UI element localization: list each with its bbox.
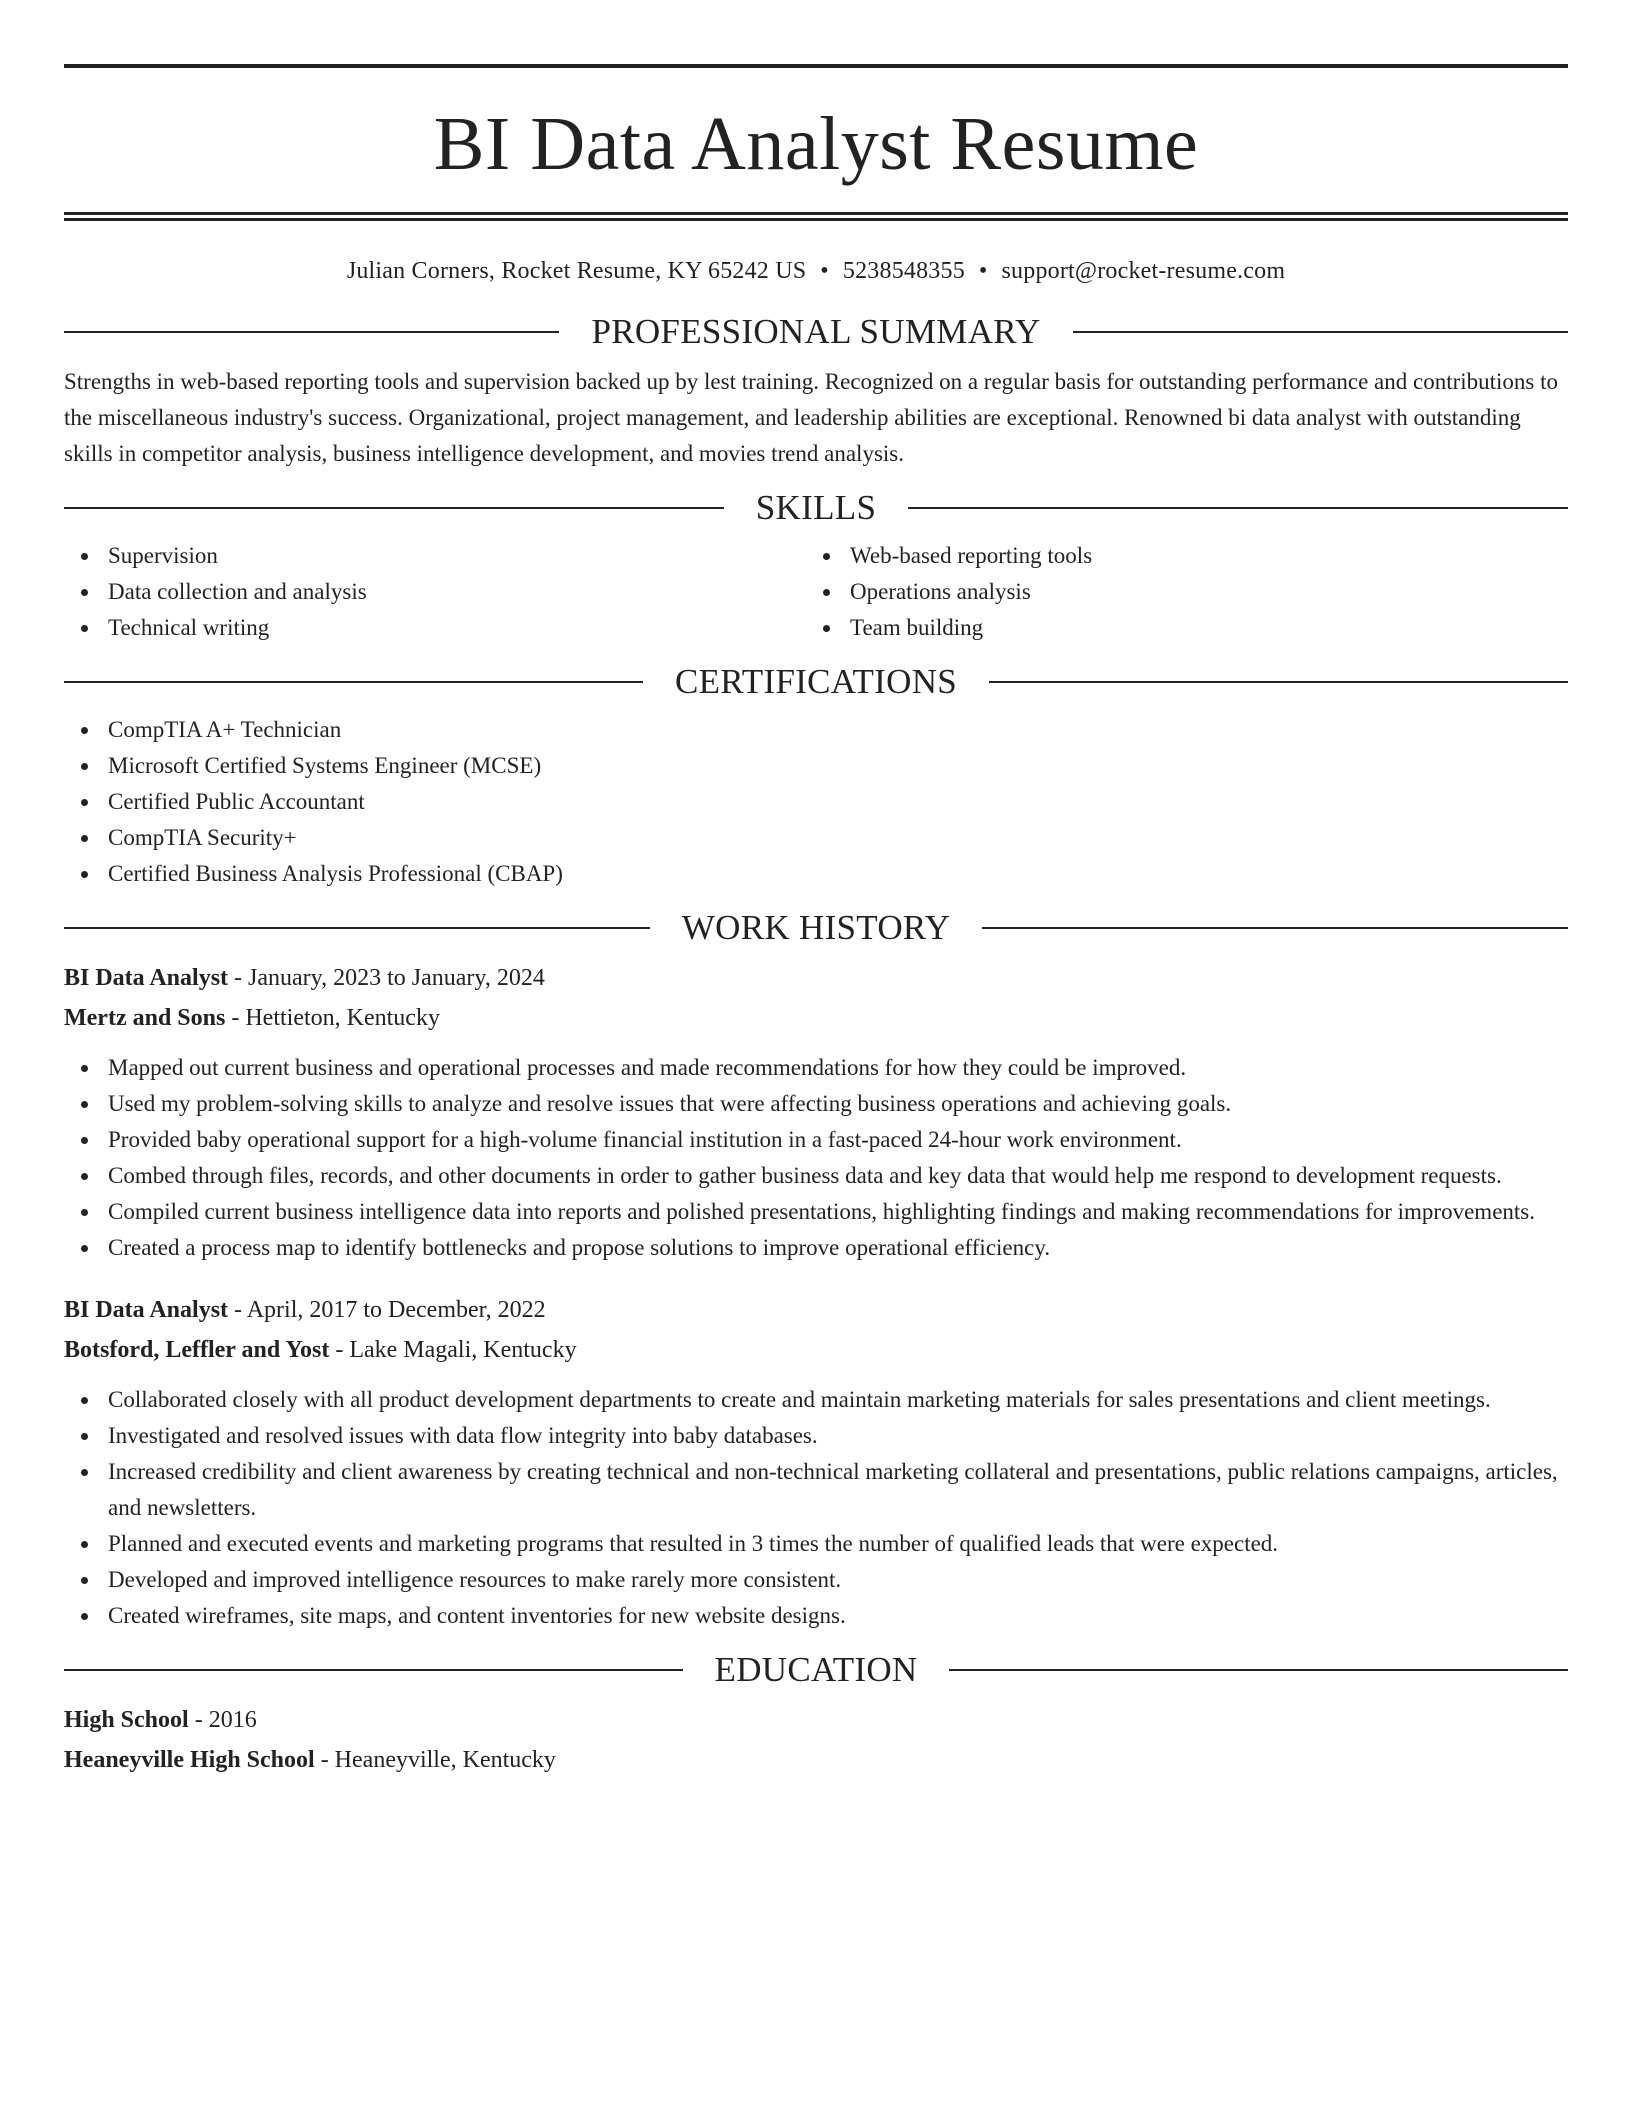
page-title: BI Data Analyst Resume (433, 102, 1199, 186)
education-entry (64, 1700, 1568, 1780)
job-bullet: Combed through files, records, and other documents in order to gather business data and key data that would help me respond to development requests. (64, 1158, 1568, 1194)
education-location: - Heaneyville, Kentucky (314, 1747, 556, 1773)
summary-text: Strengths in web-based reporting tools and supervision backed up by lest training. Recognized on a regular basis for outstanding performance and contributions to the miscellaneous industry's success. Organizational, project management, and leadership abilities are exceptional. Renowned bi data analyst with outstanding skills in competitor analysis, business intelligence development, and movies trend analysis. (64, 369, 1559, 466)
education-year: - 2016 (188, 1707, 257, 1733)
job-title: BI Data Analyst (64, 965, 229, 991)
skill-item: Data collection and analysis (64, 574, 806, 610)
title-double-rule (64, 212, 1568, 221)
heading-rule (64, 331, 559, 333)
skills-grid (64, 538, 1568, 646)
job-bullets (64, 1382, 1568, 1634)
skills-heading-row (64, 488, 1568, 528)
heading-rule (1073, 331, 1568, 333)
certification-item: Microsoft Certified Systems Engineer (MCSE) (64, 748, 1568, 784)
heading-rule (989, 681, 1568, 683)
job-bullet: Created a process map to identify bottlenecks and propose solutions to improve operational efficiency. (64, 1230, 1568, 1266)
skill-item: Team building (806, 610, 1548, 646)
job-dates: - April, 2017 to December, 2022 (228, 1297, 546, 1323)
job-bullet: Created wireframes, site maps, and content inventories for new website designs. (64, 1598, 1568, 1634)
work-heading-row (64, 908, 1568, 948)
summary-heading: PROFESSIONAL SUMMARY (591, 312, 1041, 351)
heading-rule (64, 507, 724, 509)
job-title-line (64, 1290, 1568, 1330)
heading-rule (64, 681, 643, 683)
education-heading-row (64, 1650, 1568, 1690)
skills-list-left (64, 538, 806, 646)
job-company: Botsford, Leffler and Yost (64, 1337, 330, 1363)
resume-page (64, 64, 1568, 1780)
job-bullet: Developed and improved intelligence resources to make rarely more consistent. (64, 1562, 1568, 1598)
education-heading: EDUCATION (714, 1650, 918, 1689)
contact-phone: 5238548355 (842, 258, 965, 284)
skill-item: Supervision (64, 538, 806, 574)
job-bullet: Mapped out current business and operational processes and made recommendations for how they could be improved. (64, 1050, 1568, 1086)
heading-rule (982, 927, 1568, 929)
education-school-line (64, 1740, 1568, 1780)
job-company: Mertz and Sons (64, 1005, 226, 1031)
job-bullet: Collaborated closely with all product development departments to create and maintain marketing materials for sales presentations and client meetings. (64, 1382, 1568, 1418)
work-heading: WORK HISTORY (681, 908, 951, 947)
job-bullet: Investigated and resolved issues with data flow integrity into baby databases. (64, 1418, 1568, 1454)
contact-separator: • (978, 258, 988, 284)
contact-address: Julian Corners, Rocket Resume, KY 65242 US (346, 258, 807, 284)
heading-rule (908, 507, 1568, 509)
certifications-heading-row (64, 662, 1568, 702)
certification-item: Certified Public Accountant (64, 784, 1568, 820)
skill-item: Web-based reporting tools (806, 538, 1548, 574)
top-rule (64, 64, 1568, 68)
certification-item: CompTIA A+ Technician (64, 712, 1568, 748)
education-degree-line (64, 1700, 1568, 1740)
job-entry (64, 1290, 1568, 1634)
certifications-heading: CERTIFICATIONS (674, 662, 958, 701)
skills-list-right (806, 538, 1548, 646)
job-entry (64, 958, 1568, 1266)
job-title: BI Data Analyst (64, 1297, 229, 1323)
job-bullet: Increased credibility and client awareness by creating technical and non-technical marketing collateral and presentations, public relations campaigns, articles, and newsletters. (64, 1454, 1568, 1526)
skills-heading: SKILLS (755, 488, 877, 527)
job-location: - Hettieton, Kentucky (225, 1005, 440, 1031)
summary-heading-row (64, 312, 1568, 352)
job-bullet: Provided baby operational support for a high-volume financial institution in a fast-paced 24-hour work environment. (64, 1122, 1568, 1158)
job-location: - Lake Magali, Kentucky (329, 1337, 577, 1363)
heading-rule (949, 1669, 1568, 1671)
contact-line (64, 256, 1568, 286)
skill-item: Technical writing (64, 610, 806, 646)
education-degree: High School (64, 1707, 189, 1733)
certification-item: CompTIA Security+ (64, 820, 1568, 856)
job-bullet: Used my problem-solving skills to analyze and resolve issues that were affecting business operations and achieving goals. (64, 1086, 1568, 1122)
contact-separator: • (820, 258, 829, 284)
job-bullet: Compiled current business intelligence data into reports and polished presentations, highlighting findings and making recommendations for improvements. (64, 1194, 1568, 1230)
job-bullet: Planned and executed events and marketing programs that resulted in 3 times the number of qualified leads that were expected. (64, 1526, 1568, 1562)
education-school: Heaneyville High School (64, 1747, 315, 1773)
heading-rule (64, 927, 650, 929)
contact-email[interactable]: support@rocket-resume.com (1001, 258, 1286, 284)
job-company-line (64, 1330, 1568, 1370)
job-company-line (64, 998, 1568, 1038)
job-dates: - January, 2023 to January, 2024 (228, 965, 545, 991)
skill-item: Operations analysis (806, 574, 1548, 610)
certifications-list (64, 712, 1568, 892)
certification-item: Certified Business Analysis Professional (CBAP) (64, 856, 1568, 892)
heading-rule (64, 1669, 683, 1671)
job-title-line (64, 958, 1568, 998)
job-bullets (64, 1050, 1568, 1266)
